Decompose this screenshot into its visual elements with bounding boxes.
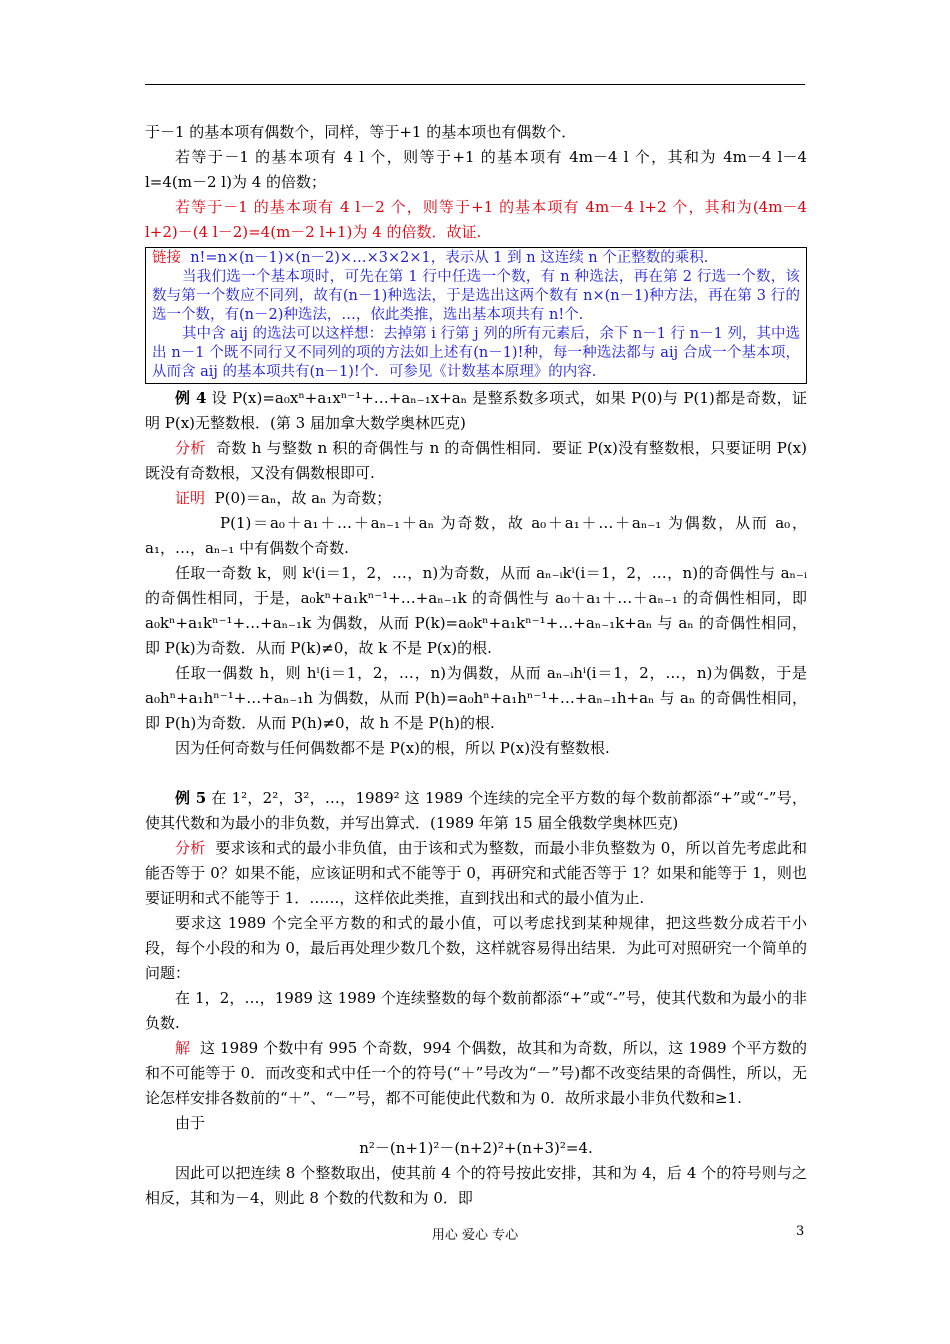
text-line: 若等于－1 的基本项有 4 l 个，则等于+1 的基本项有 4m－4 l 个，其和为 4m－4 l－4 l=4(m－2 l)为 4 的倍数； — [145, 148, 807, 191]
link-box — [145, 247, 807, 384]
example-statement: 设 P(x)=a₀xⁿ+a₁xⁿ⁻¹+…+aₙ₋₁x+aₙ 是整系数多项式，如果 P(0)与 P(1)都是奇数，证明 P(x)无整数根．(第 3 届加拿大数学奥林匹克) — [145, 389, 807, 432]
proof-text: P(0)＝aₙ，故 aₙ 为奇数； — [214, 489, 392, 507]
text-line: 于－1 的基本项有偶数个，同样，等于+1 的基本项也有偶数个． — [145, 123, 577, 141]
proof-text: 因为任何奇数与任何偶数都不是 P(x)的根，所以 P(x)没有整数根. — [175, 739, 610, 757]
solution-text: 这 1989 个数中有 995 个奇数，994 个偶数，故其和为奇数，所以，这 1989 个平方数的和不可能等于 0．而改变和式中任一个的符号(“＋”号改为“－”号)都不改变结果的奇偶性，所以，无论怎样安排各数前的“＋”、“－”号，都不可能使此代数和为 0．故所求最小非负代数和≥1. — [145, 1039, 807, 1107]
analysis-label: 分析 — [175, 439, 206, 457]
analysis-text: 在 1，2，…，1989 这 1989 个连续整数的每个数前都添“+”或“-”号，使其代数和为最小的非负数. — [145, 989, 807, 1032]
proof-text: 任取一偶数 h，则 hⁱ(i＝1，2，…，n)为偶数，从而 aₙ₋ᵢhⁱ(i＝1，2，…，n)为偶数，于是 a₀hⁿ+a₁hⁿ⁻¹+…+aₙ₋₁h 为偶数，从而 P(h)=a₀hⁿ+a₁hⁿ⁻¹+…+aₙ₋₁h+aₙ 与 aₙ 的奇偶性相同，即 P(h)为奇数．从而 P(h)≠0，故 h 不是 P(h)的根. — [145, 664, 807, 732]
footer-text: 用心 爱心 专心 — [431, 1228, 519, 1243]
analysis-label: 分析 — [175, 839, 206, 857]
formula: n²－(n+1)²－(n+2)²+(n+3)²=4. — [359, 1139, 593, 1157]
solution-text: 由于 — [175, 1114, 206, 1132]
header-rule — [145, 84, 805, 85]
analysis-text: 奇数 h 与整数 n 积的奇偶性与 n 的奇偶性相同．要证 P(x)没有整数根，只要证明 P(x)既没有奇数根，又没有偶数根即可. — [145, 439, 807, 482]
page-body — [145, 120, 807, 1211]
solution-label: 解 — [175, 1039, 191, 1057]
analysis-text: 要求该和式的最小非负值，由于该和式为整数，而最小非负整数为 0，所以首先考虑此和能否等于 0？如果不能，应该证明和式不能等于 0，再研究和式能否等于 1？如果和能等于 1，则也要证明和式不能等于 1．……，这样依此类推，直到找出和式的最小值为止. — [145, 839, 807, 907]
example-label: 例 4 — [175, 389, 207, 407]
solution-text: 因此可以把连续 8 个整数取出，使其前 4 个的符号按此安排，其和为 4，后 4 个的符号则与之相反，其和为－4，则此 8 个数的代数和为 0．即 — [145, 1164, 807, 1207]
example-statement: 在 1²，2²，3²，…，1989² 这 1989 个连续的完全平方数的每个数前都添“+”或“-”号，使其代数和为最小的非负数，并写出算式．(1989 年第 15 届全俄数学奥林匹克) — [145, 789, 807, 832]
link-label: 链接 — [152, 250, 181, 266]
proof-label: 证明 — [175, 489, 206, 507]
link-line: 其中含 aij 的选法可以这样想：去掉第 i 行第 j 列的所有元素后，余下 n－1 行 n－1 列，其中选出 n－1 个既不同行又不同列的项的方法如上述有(n－1)!种，每一种选法都与 aij 合成一个基本项，从而含 aij 的基本项共有(n－1)!个．可参见《计数基本原理》的内容. — [152, 326, 800, 380]
page-number: 3 — [796, 1224, 805, 1239]
link-line: n!=n×(n－1)×(n－2)×…×3×2×1，表示从 1 到 n 这连续 n 个正整数的乘积. — [190, 250, 709, 266]
proof-text: P(1)＝a₀＋a₁＋…＋aₙ₋₁＋aₙ 为奇数，故 a₀＋a₁＋…＋aₙ₋₁ 为偶数，从而 a₀，a₁，…，aₙ₋₁ 中有偶数个奇数. — [145, 514, 807, 557]
proof-text: 任取一奇数 k，则 kⁱ(i＝1，2，…，n)为奇数，从而 aₙ₋ᵢkⁱ(i＝1，2，…，n)的奇偶性与 aₙ₋ᵢ 的奇偶性相同，于是，a₀kⁿ+a₁kⁿ⁻¹+…+aₙ₋₁k 的奇偶性与 a₀＋a₁＋…＋aₙ₋₁ 的奇偶性相同，即 a₀kⁿ+a₁kⁿ⁻¹+…+aₙ₋₁k 为偶数，从而 P(k)=a₀kⁿ+a₁kⁿ⁻¹+…+aₙ₋₁k+aₙ 与 aₙ 的奇偶性相同，即 P(k)为奇数．从而 P(k)≠0，故 k 不是 P(x)的根. — [145, 564, 807, 657]
analysis-text: 要求这 1989 个完全平方数的和式的最小值，可以考虑找到某种规律，把这些数分成若干小段，每个小段的和为 0，最后再处理少数几个数，这样就容易得出结果．为此可对照研究一个简单的问题： — [145, 914, 807, 982]
link-line: 当我们选一个基本项时，可先在第 1 行中任选一个数，有 n 种选法，再在第 2 行选一个数，该数与第一个数应不同列，故有(n－1)种选法，于是选出这两个数有 n×(n－1)种方法，再在第 3 行的选一个数，有(n－2)种选法，…，依此类推，选出基本项共有 n!个. — [152, 269, 800, 323]
text-line: 若等于－1 的基本项有 4 l－2 个，则等于+1 的基本项有 4m－4 l+2 个，其和为(4m－4 l+2)－(4 l－2)=4(m－2 l+1)为 4 的倍数．故证. — [145, 198, 807, 241]
example-label: 例 5 — [175, 789, 207, 807]
